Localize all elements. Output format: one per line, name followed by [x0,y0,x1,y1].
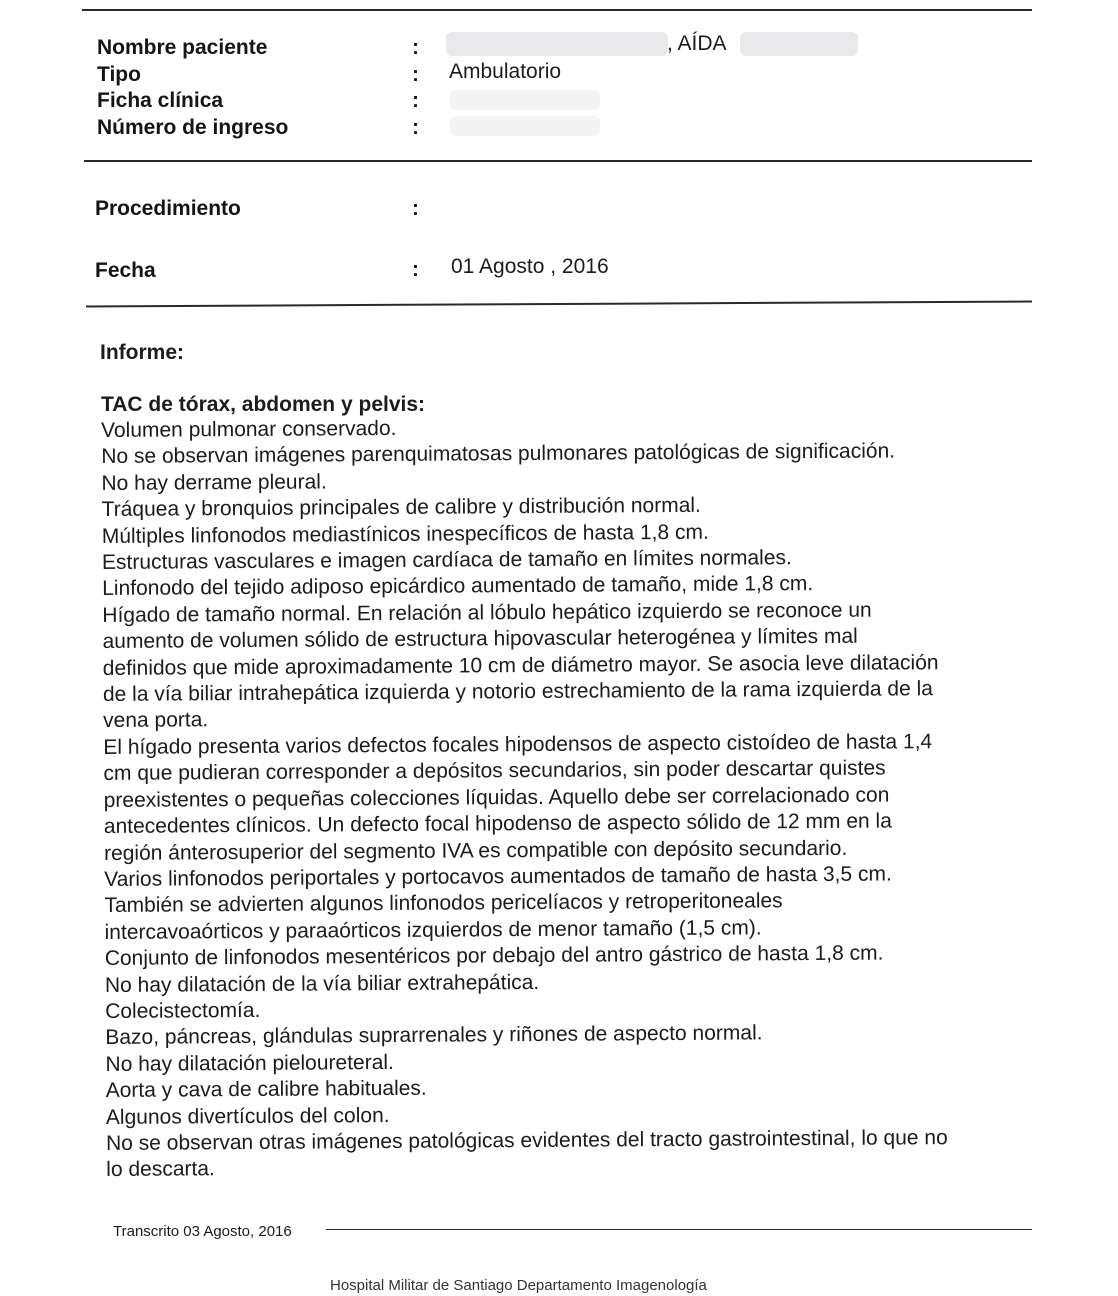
report-line: También se advierten algunos linfonodos pericelíacos y retroperitoneales [104,889,783,918]
report-line: Colecistectomía. [105,998,261,1023]
report-line: aumento de volumen sólido de estructura hipovascular heterogénea y límites mal [102,624,858,654]
report-line: No hay dilatación de la vía biliar extrahepática. [104,970,540,997]
separator: : [412,89,419,112]
report-line: Linfonodo del tejido adiposo epicárdico aumentado de tamaño, mide 1,8 cm. [102,572,814,601]
redacted-record-number [450,90,600,110]
report-line: Bazo, páncreas, glándulas suprarrenales y riñones de aspecto normal. [105,1021,763,1050]
redacted-admission-number [450,116,600,136]
report-line: Aorta y cava de calibre habituales. [105,1076,427,1103]
report-line: Estructuras vasculares e imagen cardíaca de tamaño en límites normales. [101,546,792,575]
admission-number-label: Número de ingreso [97,116,289,139]
separator: : [412,258,419,281]
patient-name-value: , AÍDA [667,32,727,55]
report-line: El hígado presenta varios defectos focales hipodensos de aspecto cistoídeo de hasta 1,4 [103,730,933,759]
date-section-rule [86,301,1032,308]
patient-type-value: Ambulatorio [449,60,562,83]
report-line: definidos que mide aproximadamente 10 cm de diámetro mayor. Se asocia leve dilatación [102,650,939,680]
report-line: cm que pudieran corresponder a depósitos secundarios, sin poder descartar quistes [103,756,886,786]
hospital-footer: Hospital Militar de Santiago Departamento Imagenología [330,1277,707,1294]
report-line: antecedentes clínicos. Un defecto focal hipodenso de aspecto sólido de 12 mm en la [103,809,892,839]
report-heading: Informe: [100,341,184,364]
separator: : [412,36,419,59]
report-line: intercavoaórticos y paraaórticos izquierdos de menor tamaño (1,5 cm). [104,916,762,944]
report-line: Algunos divertículos del colon. [105,1103,390,1129]
report-line: Volumen pulmonar conservado. [101,416,397,442]
redacted-surname [446,32,668,56]
report-line: preexistentes o pequeñas colecciones líquidas. Aquello debe ser correlacionado con [103,783,890,812]
report-line: vena porta. [103,708,209,733]
top-rule [82,9,1032,11]
redacted-second-name [740,32,858,56]
transcribed-date: Transcrito 03 Agosto, 2016 [113,1223,292,1240]
report-line: No se observan imágenes parenquimatosas pulmonares patológicas de significación. [101,439,896,469]
report-line: No hay dilatación pieloureteral. [105,1050,394,1076]
separator: : [412,63,419,86]
clinical-record-label: Ficha clínica [97,89,224,112]
report-line: No hay derrame pleural. [101,470,327,495]
report-subheading: TAC de tórax, abdomen y pelvis: [101,393,426,416]
report-body [101,411,1066,1183]
patient-name-label: Nombre paciente [97,36,268,59]
procedure-label: Procedimiento [95,197,241,220]
date-label: Fecha [95,259,156,282]
report-line: lo descarta. [106,1157,215,1182]
separator: : [412,197,419,220]
report-line: región ánterosuperior del segmento IVA es compatible con depósito secundario. [103,836,848,865]
report-line: Múltiples linfonodos mediastínicos inespecíficos de hasta 1,8 cm. [101,520,709,548]
transcribed-rule [326,1229,1032,1230]
report-line: Varios linfonodos periportales y portocavos aumentados de tamaño de hasta 3,5 cm. [104,862,892,891]
report-line: de la vía biliar intrahepática izquierda y notorio estrechamiento de la rama izquierda de la [102,677,933,707]
separator: : [412,116,419,139]
date-value: 01 Agosto , 2016 [451,255,609,278]
patient-type-label: Tipo [97,63,141,86]
report-line: No se observan otras imágenes patológicas evidentes del tracto gastrointestinal, lo que no [105,1126,948,1155]
report-line: Tráquea y bronquios principales de calibre y distribución normal. [101,494,701,522]
patient-section-rule [84,160,1032,162]
report-line: Conjunto de linfonodos mesentéricos por debajo del antro gástrico de hasta 1,8 cm. [104,941,884,971]
report-line: Hígado de tamaño normal. En relación al lóbulo hepático izquierdo se reconoce un [102,598,872,627]
